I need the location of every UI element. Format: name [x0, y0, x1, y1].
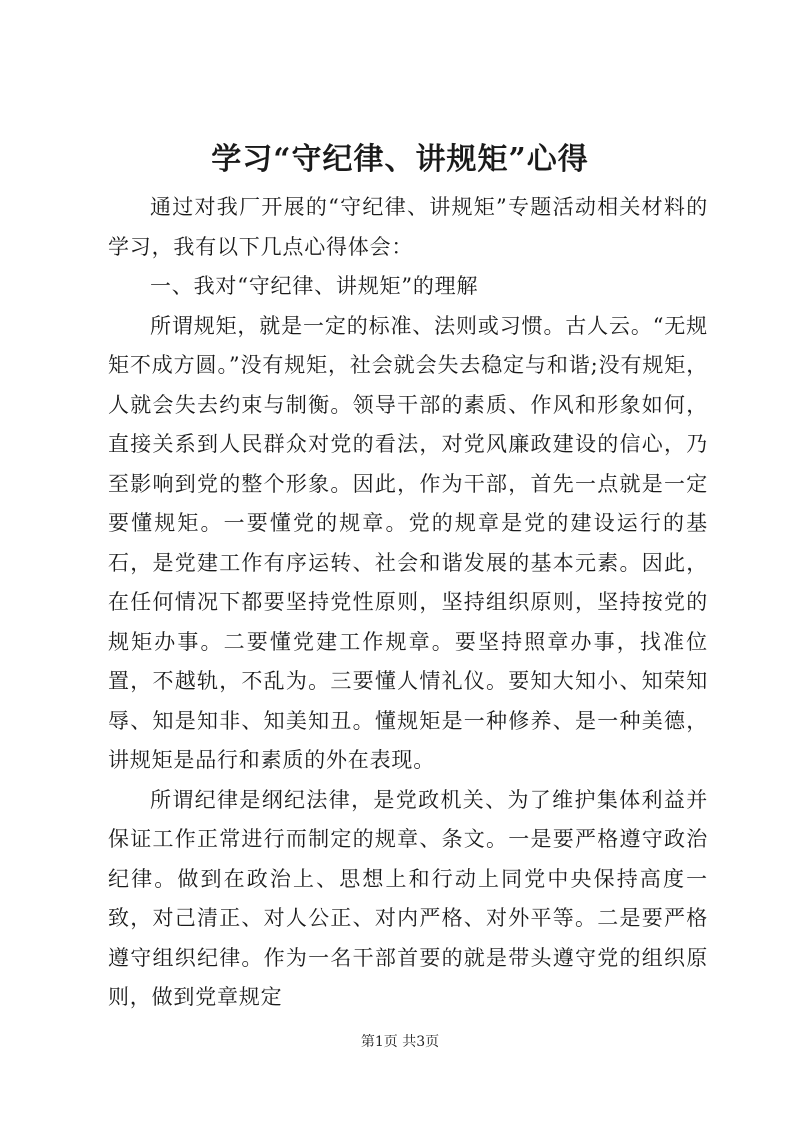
document-body [108, 188, 708, 1018]
paragraph-discipline: 所谓纪律是纲纪法律，是党政机关、为了维护集体利益并保证工作正常进行而制定的规章、条文。一是要严格遵守政治纪律。做到在政治上、思想上和行动上同党中央保持高度一致，对己清正、对人公正、对内严格、对外平等。二是要严格遵守组织纪律。作为一名干部首要的就是带头遵守党的组织原则，做到党章规定 [108, 787, 708, 1009]
document-title: 学习“守纪律、讲规矩”心得 [211, 142, 589, 177]
paragraph-intro: 通过对我厂开展的“守纪律、讲规矩”专题活动相关材料的学习，我有以下几点心得体会： [108, 195, 708, 259]
section-heading-1: 一、我对“守纪律、讲规矩”的理解 [150, 274, 479, 298]
page-number-footer: 第1页 共3页 [360, 1034, 440, 1050]
paragraph-rules: 所谓规矩，就是一定的标准、法则或习惯。古人云。“无规矩不成方圆。”没有规矩，社会就会失去稳定与和谐;没有规矩，人就会失去约束与制衡。领导干部的素质、作风和形象如何，直接关系到人民群众对党的看法，对党风廉政建设的信心，乃至影响到党的整个形象。因此，作为干部，首先一点就是一定要懂规矩。一要懂党的规章。党的规章是党的建设运行的基石，是党建工作有序运转、社会和谐发展的基本元素。因此，在任何情况下都要坚持党性原则，坚持组织原则，坚持按党的规矩办事。二要懂党建工作规章。要坚持照章办事，找准位置，不越轨，不乱为。三要懂人情礼仪。要知大知小、知荣知辱、知是知非、知美知丑。懂规矩是一种修养、是一种美德，讲规矩是品行和素质的外在表现。 [108, 313, 708, 772]
